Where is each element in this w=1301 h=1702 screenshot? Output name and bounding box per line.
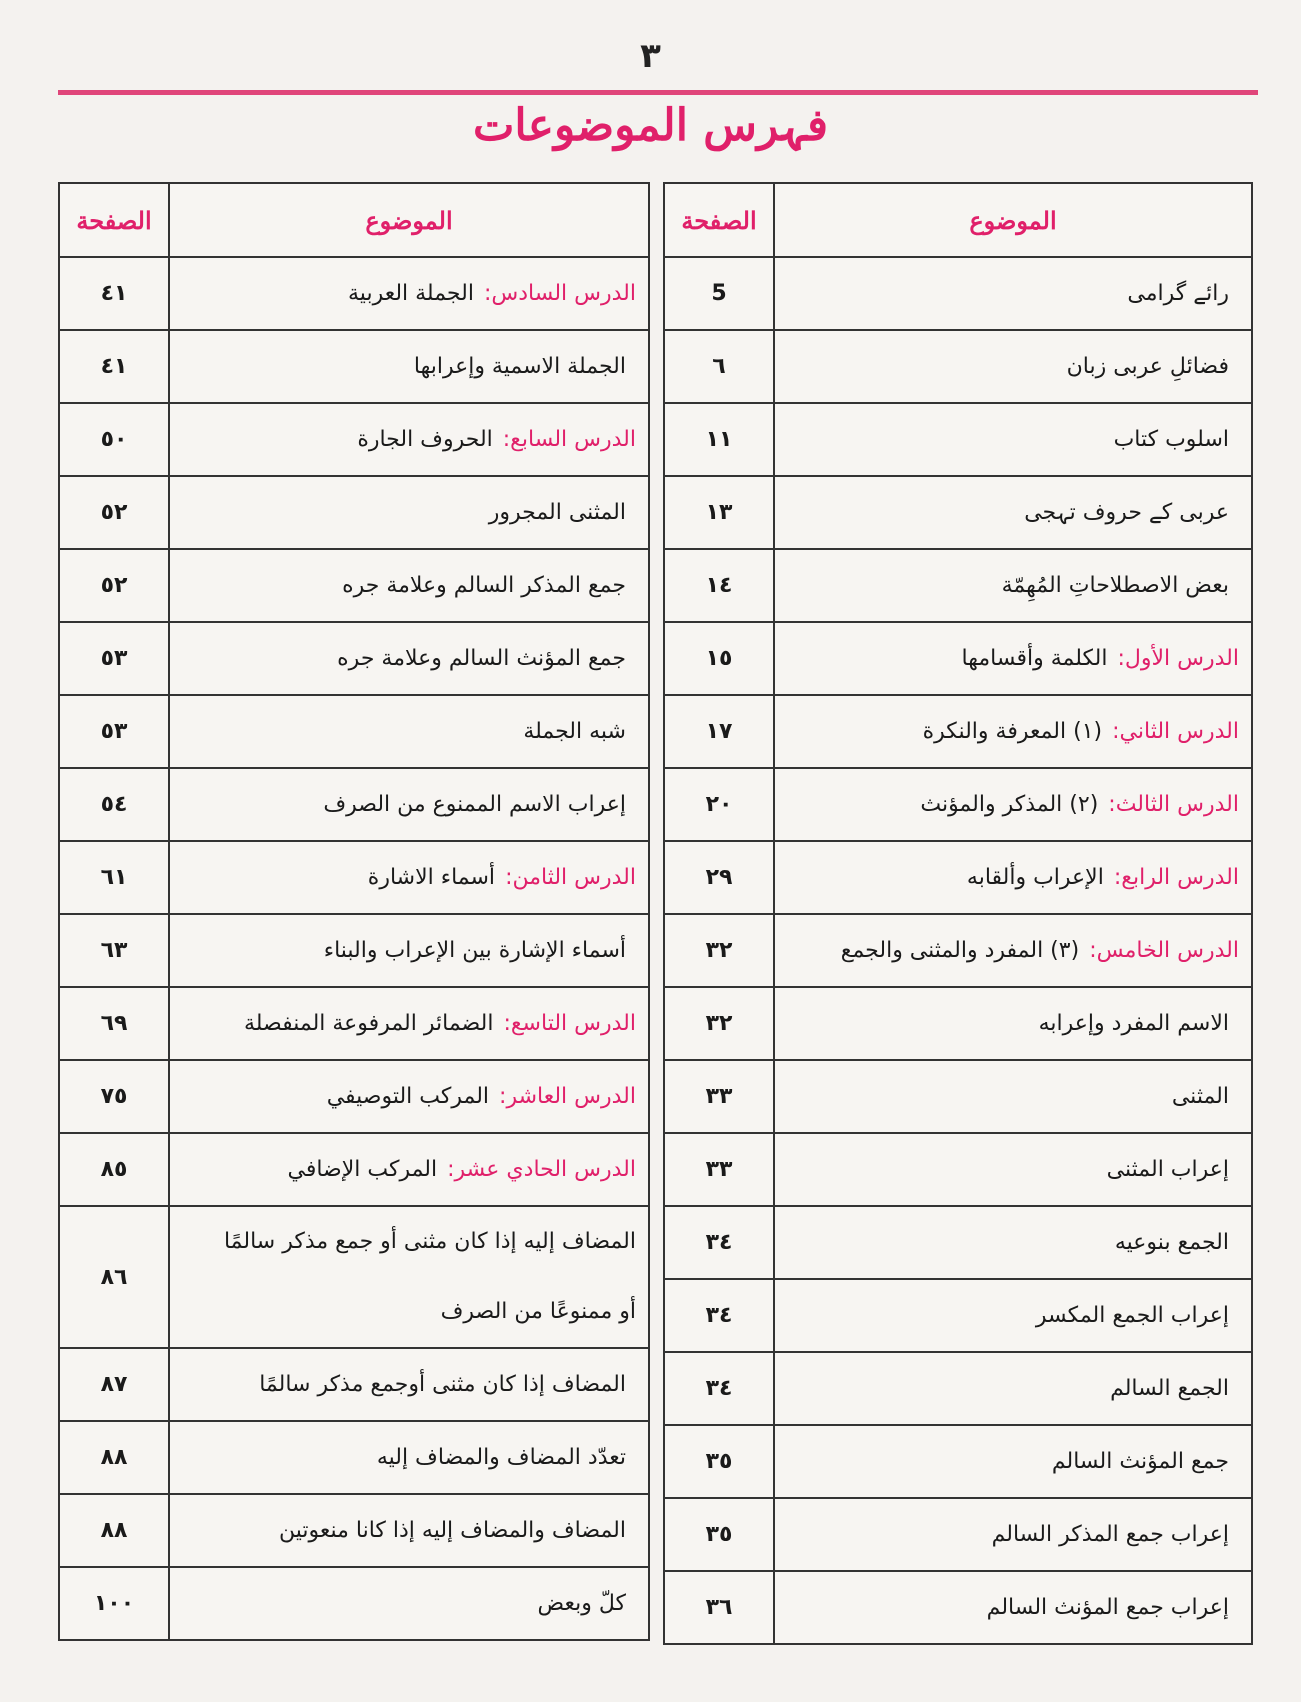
topic-header: الموضوع xyxy=(169,183,649,257)
topic-text: (٢) المذكر والمؤنث xyxy=(920,792,1099,817)
page-number-cell: ٨٧ xyxy=(59,1348,169,1421)
page-number-cell: ١٣ xyxy=(664,476,774,549)
lesson-label: الدرس الرابع: xyxy=(1113,865,1239,890)
page-number-cell: ١٧ xyxy=(664,695,774,768)
topic-cell xyxy=(774,330,1252,403)
table-row xyxy=(59,987,649,1060)
page-number-cell: ٣٢ xyxy=(664,987,774,1060)
page-header: الصفحة xyxy=(59,183,169,257)
topic-cell xyxy=(774,1352,1252,1425)
topic-text: الجمع السالم xyxy=(1110,1376,1229,1401)
topic-cell xyxy=(169,1206,649,1348)
topic-text: رائے گرامی xyxy=(1127,281,1229,306)
table-row xyxy=(664,1425,1252,1498)
page-number-cell: ٥٣ xyxy=(59,622,169,695)
table-row xyxy=(59,622,649,695)
table-row xyxy=(664,622,1252,695)
page-number-cell: ٦ xyxy=(664,330,774,403)
topic-cell xyxy=(169,549,649,622)
topic-text: الجملة الاسمية وإعرابها xyxy=(413,354,626,379)
table-row xyxy=(59,768,649,841)
topic-text: إعراب جمع المؤنث السالم xyxy=(986,1595,1229,1620)
table-row xyxy=(664,1279,1252,1352)
table-row xyxy=(59,257,649,330)
topic-text: الجملة العربية xyxy=(348,281,474,306)
topic-text: كلّ وبعض xyxy=(537,1591,626,1616)
topic-text: جمع المذكر السالم وعلامة جره xyxy=(342,573,626,598)
topic-text: جمع المؤنث السالم xyxy=(1051,1449,1229,1474)
topic-cell xyxy=(774,476,1252,549)
table-header-row xyxy=(664,183,1252,257)
table-row xyxy=(664,1206,1252,1279)
topic-text: إعراب الاسم الممنوع من الصرف xyxy=(323,792,626,817)
topic-text: شبه الجملة xyxy=(523,719,626,744)
topic-text: جمع المؤنث السالم وعلامة جره xyxy=(337,646,626,671)
page-number-cell: ٨٦ xyxy=(59,1206,169,1348)
page-number-cell: ١٤ xyxy=(664,549,774,622)
table-row xyxy=(59,549,649,622)
topic-text: المضاف والمضاف إليه إذا كانا منعوتين xyxy=(278,1518,626,1543)
topic-cell xyxy=(774,987,1252,1060)
table-row xyxy=(664,330,1252,403)
page-number-cell: ٣٥ xyxy=(664,1498,774,1571)
page-number-cell: ٦٣ xyxy=(59,914,169,987)
page-number-cell: ٥٠ xyxy=(59,403,169,476)
topic-cell xyxy=(169,695,649,768)
page-number-cell: ١٥ xyxy=(664,622,774,695)
lesson-label: الدرس الثامن: xyxy=(505,865,636,890)
topic-cell xyxy=(774,1425,1252,1498)
page-number-cell: ١١ xyxy=(664,403,774,476)
page-number-cell: ٥٢ xyxy=(59,549,169,622)
table-row xyxy=(664,841,1252,914)
topic-cell xyxy=(169,257,649,330)
topic-cell xyxy=(774,1206,1252,1279)
topic-text: (١) المعرفة والنكرة xyxy=(922,719,1103,744)
page-number-cell: ٦٩ xyxy=(59,987,169,1060)
topic-cell xyxy=(169,1060,649,1133)
topic-text: أسماء الإشارة بين الإعراب والبناء xyxy=(323,938,626,963)
table-row xyxy=(59,841,649,914)
lesson-label: الدرس الحادي عشر: xyxy=(447,1157,636,1182)
page-number-cell: ٨٥ xyxy=(59,1133,169,1206)
page-number-cell: ٦١ xyxy=(59,841,169,914)
topic-text: الكلمة وأقسامها xyxy=(961,646,1108,671)
page-number-cell: 5 xyxy=(664,257,774,330)
topic-text: إعراب جمع المذكر السالم xyxy=(991,1522,1229,1547)
table-header-row xyxy=(59,183,649,257)
topic-text: المضاف إذا كان مثنى أوجمع مذكر سالمًا xyxy=(259,1372,626,1397)
table-row xyxy=(664,1133,1252,1206)
topic-cell xyxy=(169,1133,649,1206)
lesson-label: الدرس الثاني: xyxy=(1112,719,1239,744)
topic-cell xyxy=(169,1567,649,1640)
topic-cell xyxy=(774,1133,1252,1206)
top-rule xyxy=(58,90,1258,95)
topic-cell xyxy=(774,1498,1252,1571)
table-row xyxy=(664,1571,1252,1644)
table-row xyxy=(664,549,1252,622)
table-row xyxy=(664,768,1252,841)
page-number-cell: ٨٨ xyxy=(59,1494,169,1567)
page-number-cell: ٣٦ xyxy=(664,1571,774,1644)
page-number-cell: ٣٣ xyxy=(664,1133,774,1206)
table-row xyxy=(664,914,1252,987)
page-number-cell: ٣٢ xyxy=(664,914,774,987)
lesson-label: الدرس الخامس: xyxy=(1089,938,1239,963)
topic-text: المثنى المجرور xyxy=(488,500,626,525)
topic-cell xyxy=(774,1279,1252,1352)
lesson-label: الدرس الثالث: xyxy=(1108,792,1239,817)
table-row xyxy=(664,1352,1252,1425)
page-number-cell: ٣٥ xyxy=(664,1425,774,1498)
table-row xyxy=(59,1206,649,1348)
table-row xyxy=(59,476,649,549)
table-row xyxy=(664,1060,1252,1133)
topic-text: الاسم المفرد وإعرابه xyxy=(1038,1011,1229,1036)
page-number-cell: ٧٥ xyxy=(59,1060,169,1133)
page-number-cell: ٣٣ xyxy=(664,1060,774,1133)
page-header: الصفحة xyxy=(664,183,774,257)
topic-cell xyxy=(774,914,1252,987)
topic-text: إعراب المثنى xyxy=(1106,1157,1229,1182)
table-row xyxy=(59,1567,649,1640)
table-row xyxy=(59,695,649,768)
table-row xyxy=(664,1498,1252,1571)
page-number-cell: ٥٣ xyxy=(59,695,169,768)
topic-text: (٣) المفرد والمثنى والجمع xyxy=(840,938,1080,963)
page-number: ٣ xyxy=(640,36,661,76)
topic-text: عربی کے حروف تہجی xyxy=(1024,500,1229,525)
table-row xyxy=(59,330,649,403)
table-row xyxy=(59,914,649,987)
lesson-label: الدرس التاسع: xyxy=(503,1011,636,1036)
topic-text: المضاف إليه إذا كان مثنى أو جمع مذكر سالمًا xyxy=(223,1229,636,1254)
page-number-cell: ٢٩ xyxy=(664,841,774,914)
topic-text: الحروف الجارة xyxy=(357,427,493,452)
topic-cell xyxy=(774,768,1252,841)
page-number-cell: ٥٤ xyxy=(59,768,169,841)
topic-text: المركب التوصيفي xyxy=(326,1084,490,1109)
topic-cell xyxy=(774,403,1252,476)
page-number-cell: ١٠٠ xyxy=(59,1567,169,1640)
topic-text: إعراب الجمع المكسر xyxy=(1035,1303,1229,1328)
table-row xyxy=(59,1060,649,1133)
topic-cell xyxy=(169,622,649,695)
table-row xyxy=(59,1133,649,1206)
topic-cell xyxy=(774,695,1252,768)
page-title: فہرس الموضوعات xyxy=(472,100,829,151)
page-number-cell: ٣٤ xyxy=(664,1279,774,1352)
toc-table-left xyxy=(58,182,650,1641)
table-row xyxy=(59,1421,649,1494)
topic-cell xyxy=(774,622,1252,695)
page-number-cell: ٣٤ xyxy=(664,1206,774,1279)
topic-text: تعدّد المضاف والمضاف إليه xyxy=(376,1445,626,1470)
topic-text: المركب الإضافي xyxy=(287,1157,438,1182)
topic-text: الإعراب وألقابه xyxy=(966,865,1104,890)
topic-cell xyxy=(169,330,649,403)
table-row xyxy=(59,1494,649,1567)
topic-header: الموضوع xyxy=(774,183,1252,257)
topic-text: أسماء الاشارة xyxy=(367,865,496,890)
page-number-cell: ٢٠ xyxy=(664,768,774,841)
topic-cell xyxy=(169,987,649,1060)
topic-cell xyxy=(169,1494,649,1567)
topic-text: بعض الاصطلاحاتِ المُهِمّة xyxy=(1001,573,1229,598)
topic-cell xyxy=(774,1060,1252,1133)
page-number-cell: ٥٢ xyxy=(59,476,169,549)
page-number-cell: ٤١ xyxy=(59,330,169,403)
page-number-cell: ٣٤ xyxy=(664,1352,774,1425)
topic-text: الجمع بنوعيه xyxy=(1114,1230,1229,1255)
lesson-label: الدرس الأول: xyxy=(1117,646,1239,671)
table-row xyxy=(664,987,1252,1060)
table-row xyxy=(664,403,1252,476)
topic-text: اسلوب کتاب xyxy=(1113,427,1229,452)
topic-text: فضائلِ عربی زبان xyxy=(1066,354,1229,379)
topic-text: الضمائر المرفوعة المنفصلة xyxy=(243,1011,494,1036)
topic-cell xyxy=(774,257,1252,330)
table-row xyxy=(59,403,649,476)
topic-text: المثنى xyxy=(1171,1084,1229,1109)
topic-text-continued: أو ممنوعًا من الصرف xyxy=(440,1299,636,1324)
lesson-label: الدرس العاشر: xyxy=(499,1084,636,1109)
topic-cell xyxy=(169,841,649,914)
topic-cell xyxy=(169,914,649,987)
topic-cell xyxy=(169,1421,649,1494)
topic-cell xyxy=(169,476,649,549)
lesson-label: الدرس السادس: xyxy=(483,281,636,306)
topic-cell xyxy=(169,403,649,476)
lesson-label: الدرس السابع: xyxy=(502,427,636,452)
table-row xyxy=(59,1348,649,1421)
topic-cell xyxy=(169,768,649,841)
topic-cell xyxy=(774,841,1252,914)
table-row xyxy=(664,257,1252,330)
topic-cell xyxy=(774,549,1252,622)
page-number-cell: ٨٨ xyxy=(59,1421,169,1494)
table-row xyxy=(664,695,1252,768)
toc-table-right xyxy=(663,182,1253,1645)
topic-cell xyxy=(774,1571,1252,1644)
table-row xyxy=(664,476,1252,549)
page-number-cell: ٤١ xyxy=(59,257,169,330)
topic-cell xyxy=(169,1348,649,1421)
